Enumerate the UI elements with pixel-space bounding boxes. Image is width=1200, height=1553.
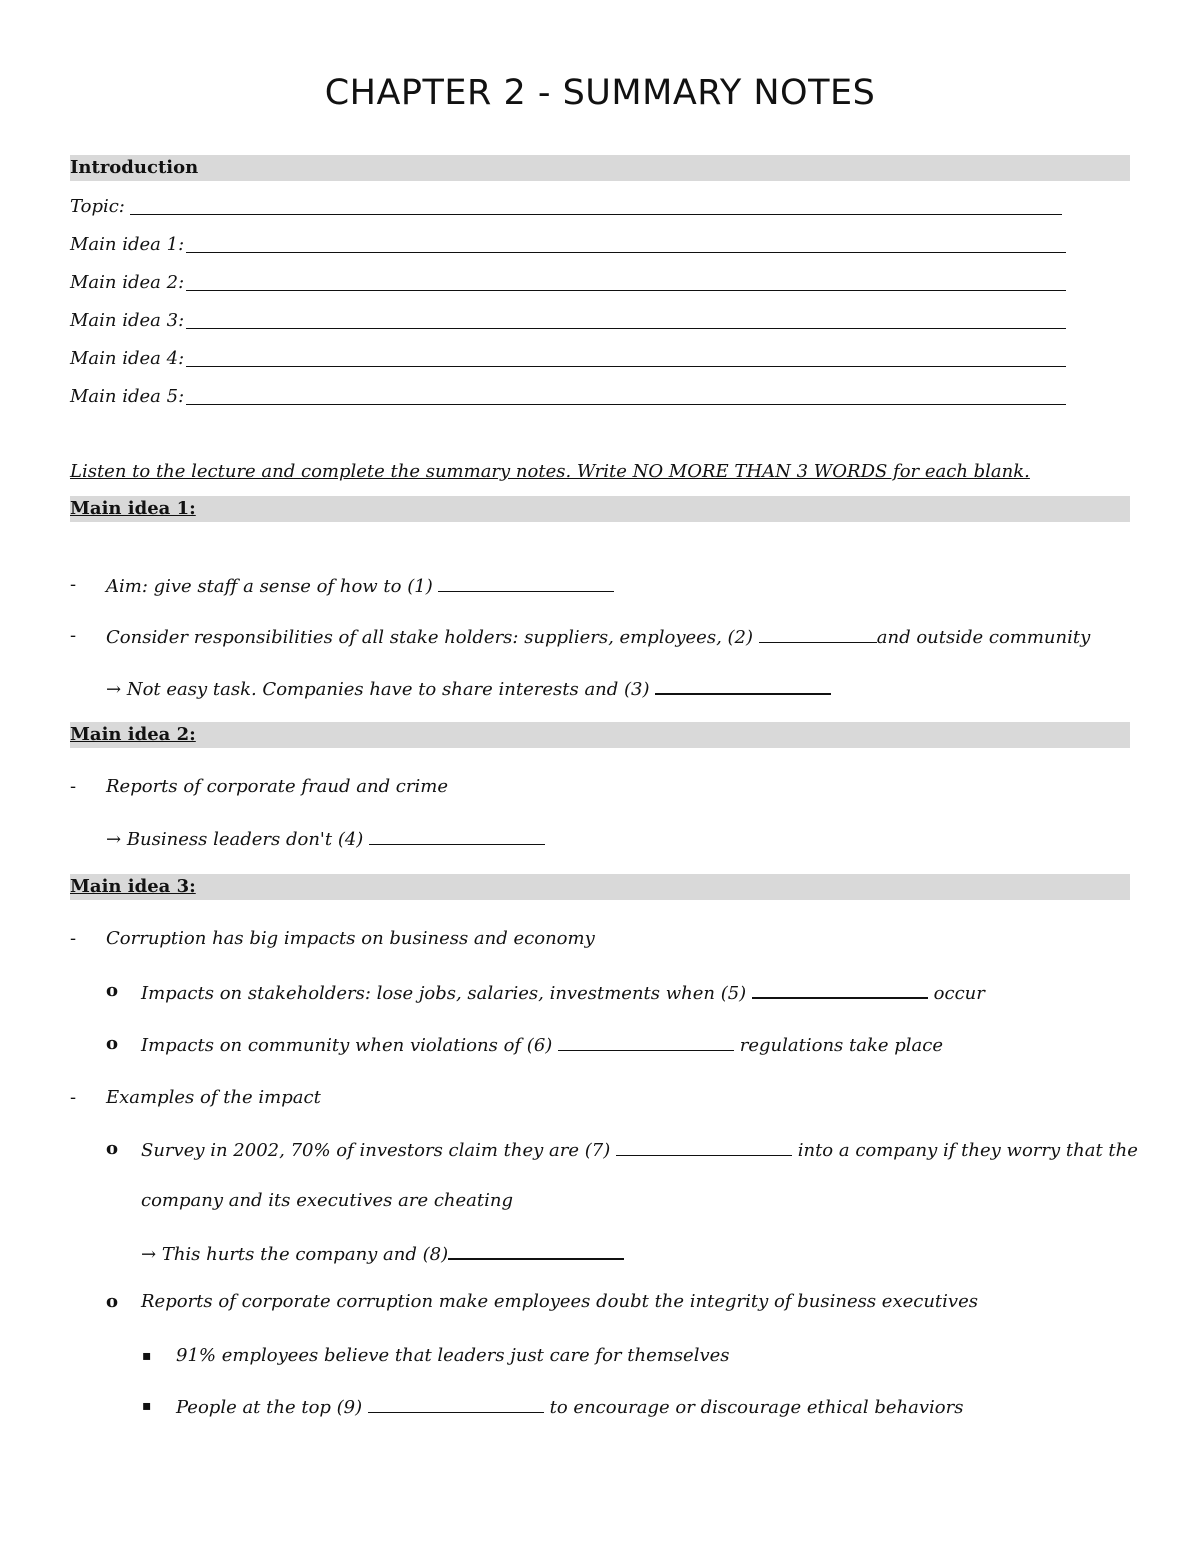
main-idea-4-label: Main idea 4: [70,348,185,369]
blank-1[interactable] [438,573,614,592]
section-main-idea-2 [70,722,1130,748]
main-idea-2-blank[interactable] [186,290,1066,291]
main-idea-1-blank[interactable] [186,252,1066,253]
section-heading: Main idea 2: [70,724,196,745]
note-text: Corruption has big impacts on business and economy [106,928,595,949]
note-text: Impacts on stakeholders: lose jobs, salaries, investments when (5) [141,983,747,1004]
note-line [106,826,545,852]
circle-bullet: o [106,980,119,1001]
note-text: Examples of the impact [106,1087,321,1108]
blank-2[interactable] [759,624,877,643]
note-text: occur [933,983,985,1004]
blank-5[interactable] [752,979,928,999]
note-line [106,675,831,702]
blank-7[interactable] [616,1137,792,1156]
main-idea-4-blank[interactable] [186,366,1066,367]
main-idea-1-label: Main idea 1: [70,234,185,255]
note-text: company and its executives are cheating [141,1190,514,1211]
arrow-icon: → [106,829,122,850]
section-heading: Main idea 3: [70,876,196,897]
note-line [141,1032,943,1058]
note-line [106,624,1090,650]
arrow-icon: → [141,1244,157,1265]
note-text: This hurts the company and (8) [161,1244,449,1265]
section-main-idea-1 [70,496,1130,522]
note-text: Impacts on community when violations of (6) [141,1035,553,1056]
square-bullet: ▪ [142,1348,152,1364]
note-text: People at the top (9) [176,1397,363,1418]
note-text: Business leaders don't (4) [126,829,364,850]
note-line [106,573,614,599]
circle-bullet: o [106,1291,119,1312]
note-text: Reports of corporate corruption make employees doubt the integrity of business executives [141,1291,978,1312]
note-text: to encourage or discourage ethical behaviors [549,1397,964,1418]
main-idea-3-blank[interactable] [186,328,1066,329]
arrow-icon: → [106,679,122,700]
section-heading: Main idea 1: [70,498,196,519]
section-main-idea-3 [70,874,1130,900]
main-idea-5-blank[interactable] [186,404,1066,405]
section-introduction [70,155,1130,181]
dash-bullet: - [70,625,77,646]
dash-bullet: - [70,776,77,797]
topic-blank[interactable] [130,214,1062,215]
blank-4[interactable] [369,826,545,845]
section-heading: Introduction [70,157,199,178]
circle-bullet: o [106,1033,119,1054]
blank-6[interactable] [558,1032,734,1051]
blank-9[interactable] [368,1394,544,1413]
circle-bullet: o [106,1138,119,1159]
page-title: CHAPTER 2 - SUMMARY NOTES [324,73,876,113]
blank-3[interactable] [655,675,831,695]
note-text: regulations take place [739,1035,943,1056]
dash-bullet: - [70,1087,77,1108]
note-text: into a company if they worry that the [797,1140,1138,1161]
dash-bullet: - [70,574,77,595]
note-line [141,1137,1138,1163]
main-idea-3-label: Main idea 3: [70,310,185,331]
note-line [176,1394,963,1420]
note-text: Reports of corporate fraud and crime [106,776,448,797]
instruction-text: Listen to the lecture and complete the summary notes. Write NO MORE THAN 3 WORDS for each blank. [70,461,1030,482]
note-text: and outside community [876,627,1091,648]
note-text: Consider responsibilities of all stake holders: suppliers, employees, (2) [106,627,754,648]
note-text: 91% employees believe that leaders just care for themselves [176,1345,730,1366]
note-line [141,1240,624,1267]
topic-label: Topic: [70,196,125,217]
main-idea-2-label: Main idea 2: [70,272,185,293]
blank-8[interactable] [448,1240,624,1260]
note-text: Not easy task. Companies have to share interests and (3) [126,679,650,700]
note-text: Survey in 2002, 70% of investors claim they are (7) [141,1140,611,1161]
main-idea-5-label: Main idea 5: [70,386,185,407]
dash-bullet: - [70,928,77,949]
note-line [141,979,985,1006]
square-bullet: ▪ [142,1398,152,1414]
note-text: Aim: give staff a sense of how to (1) [106,576,433,597]
